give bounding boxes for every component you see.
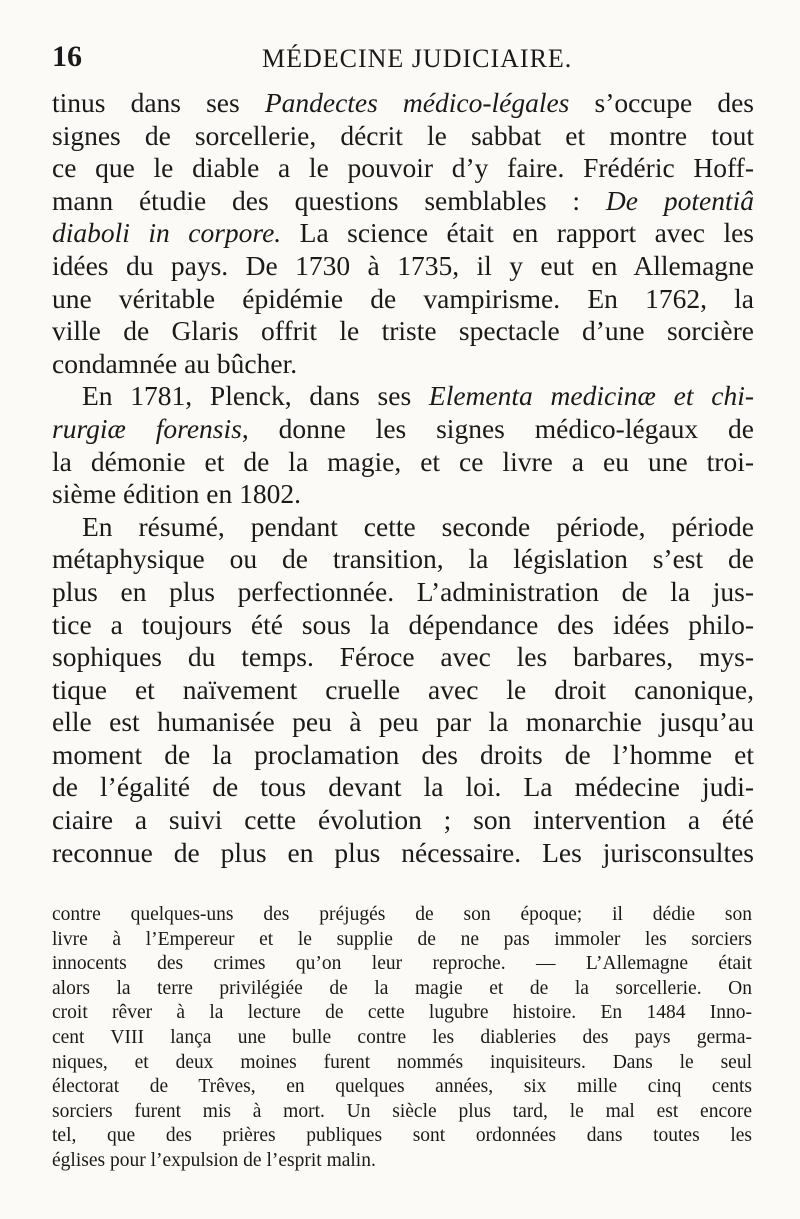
- text-line: [52, 706, 754, 739]
- text-segment: ce que le diable a le pouvoir d’y faire. Frédéric Hoff-: [52, 152, 754, 184]
- text-segment: ville de Glaris offrit le triste spectacle d’une sorcière: [52, 315, 754, 347]
- text-segment: une véritable épidémie de vampirisme. En 1762, la: [52, 282, 754, 314]
- footnote-line: niques, et deux moines furent nommés inquisiteurs. Dans le seul: [52, 1051, 752, 1073]
- text-line: [52, 120, 754, 153]
- page-number: 16: [52, 40, 82, 73]
- footnote-line: alors la terre privilégiée de la magie et de la sorcellerie. On: [52, 977, 752, 999]
- italic-segment: Elementa medicinæ et chi-: [428, 380, 754, 412]
- text-line: [52, 576, 754, 609]
- text-segment: plus en plus perfectionnée. L’administration de la jus-: [52, 575, 754, 607]
- italic-segment: Pandectes médico-légales: [264, 87, 570, 118]
- footnote-line: croit rêver à la lecture de cette lugubre histoire. En 1484 Inno-: [52, 1002, 752, 1024]
- text-segment: de l’égalité de tous devant la loi. La médecine judi-: [52, 771, 754, 803]
- text-line: [52, 837, 754, 870]
- text-line: [52, 446, 754, 479]
- text-line: [52, 217, 754, 250]
- text-segment: la démonie et de la magie, et ce livre a eu une troi-: [52, 445, 754, 477]
- text-segment: mann étudie des questions semblables :: [52, 184, 606, 216]
- text-segment: métaphysique ou de transition, la législation s’est de: [52, 543, 754, 575]
- text-line: [52, 283, 754, 316]
- footnote-line: innocents des crimes qu’on leur reproche. — L’Allemagne était: [52, 953, 752, 975]
- running-head: MÉDECINE JUDICIAIRE.: [262, 44, 573, 73]
- text-line: [52, 771, 754, 804]
- text-line: [52, 87, 754, 120]
- text-segment: , donne les signes médico-légaux de: [241, 412, 754, 444]
- footnote-line: tel, que des prières publiques sont ordonnées dans toutes les: [52, 1125, 752, 1147]
- footnote-line: électorat de Trêves, en quelques années, six mille cinq cents: [52, 1076, 752, 1098]
- footnote-line: cent VIII lança une bulle contre les diableries des pays germa-: [52, 1026, 752, 1048]
- italic-segment: rurgiæ forensis: [52, 412, 242, 444]
- text-segment: s’occupe des: [569, 87, 754, 118]
- text-line: [52, 348, 754, 381]
- text-line: [52, 413, 754, 446]
- text-segment: reconnue de plus en plus nécessaire. Les jurisconsultes: [52, 836, 754, 868]
- page-header: [52, 40, 758, 84]
- text-line: [52, 511, 754, 544]
- text-line: [52, 250, 754, 283]
- footnote-line: sorciers furent mis à mort. Un siècle plus tard, le mal est encore: [52, 1100, 752, 1122]
- text-line: [52, 674, 754, 707]
- text-segment: condamnée au bûcher.: [52, 347, 298, 379]
- text-line: [52, 609, 754, 642]
- text-segment: moment de la proclamation des droits de l’homme et: [52, 738, 754, 770]
- text-line: [52, 315, 754, 348]
- text-segment: signes de sorcellerie, décrit le sabbat et montre tout: [52, 119, 754, 151]
- footnote-text: [52, 903, 752, 1174]
- italic-segment: De potentiâ: [605, 184, 754, 216]
- text-line: [52, 380, 754, 413]
- text-line: [52, 152, 754, 185]
- text-line: [52, 641, 754, 674]
- footnote-line: églises pour l’expulsion de l’esprit malin.: [52, 1149, 376, 1171]
- text-segment: sophiques du temps. Féroce avec les barbares, mys-: [52, 641, 754, 673]
- italic-segment: diaboli in corpore.: [52, 217, 282, 249]
- text-segment: ciaire a suivi cette évolution ; son intervention a été: [52, 804, 754, 836]
- text-segment: La science était en rapport avec les: [281, 217, 754, 249]
- text-segment: sième édition en 1802.: [52, 478, 301, 510]
- text-segment: En résumé, pendant cette seconde période, période: [82, 510, 754, 542]
- text-line: [52, 185, 754, 218]
- main-text: [52, 87, 754, 869]
- text-segment: tinus dans ses: [52, 87, 265, 118]
- footnote-line: contre quelques-uns des préjugés de son époque; il dédie son: [52, 904, 752, 925]
- footnote-line: livre à l’Empereur et le supplie de ne pas immoler les sorciers: [52, 928, 752, 950]
- text-segment: tice a toujours été sous la dépendance des idées philo-: [52, 608, 754, 640]
- text-segment: En 1781, Plenck, dans ses: [82, 380, 429, 412]
- text-line: [52, 478, 754, 511]
- text-segment: elle est humanisée peu à peu par la monarchie jusqu’au: [52, 706, 754, 738]
- text-line: [52, 739, 754, 772]
- text-segment: idées du pays. De 1730 à 1735, il y eut en Allemagne: [52, 249, 754, 281]
- text-line: [52, 543, 754, 576]
- text-line: [52, 804, 754, 837]
- text-segment: tique et naïvement cruelle avec le droit canonique,: [52, 673, 754, 705]
